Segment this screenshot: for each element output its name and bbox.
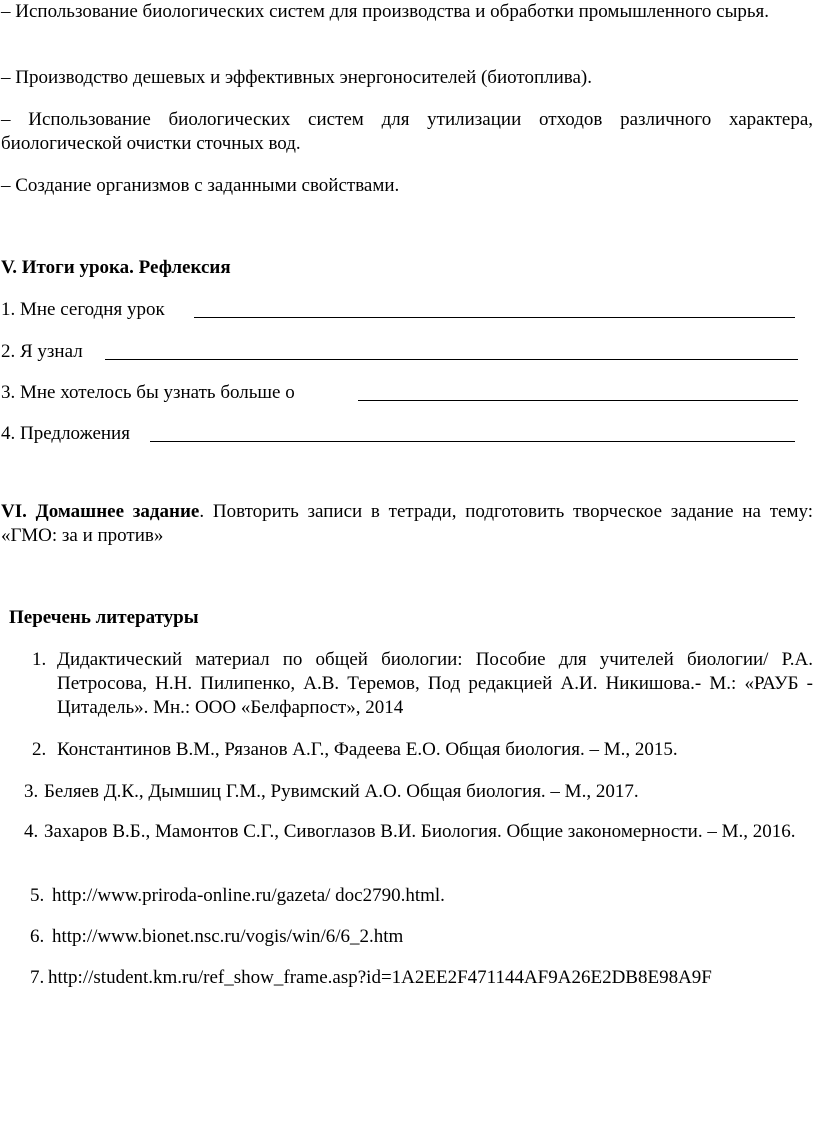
fill-in-blank[interactable] bbox=[194, 317, 795, 318]
fill-in-blank[interactable] bbox=[150, 441, 795, 442]
reflection-line bbox=[1, 298, 801, 322]
fill-in-blank[interactable] bbox=[105, 359, 798, 360]
homework-text: . Повторить записи в тетради, подготовить творческое задание на тему: «ГМО: за и против» bbox=[1, 501, 813, 546]
homework-label: VI. Домашнее задание bbox=[1, 501, 200, 522]
literature-item-link[interactable]: http://student.km.ru/ref_show_frame.asp?id=1A2EE2F471144AF9A26E2DB8E98A9F bbox=[48, 967, 712, 988]
reflection-line-label: 3. Мне хотелось бы узнать больше о bbox=[1, 382, 295, 403]
literature-item-number: 5. bbox=[30, 885, 45, 906]
fill-in-blank[interactable] bbox=[358, 400, 798, 401]
literature-item-number: 2. bbox=[32, 739, 47, 760]
literature-item bbox=[24, 820, 814, 868]
literature-item-number: 1. bbox=[32, 649, 47, 670]
literature-title: Перечень литературы bbox=[9, 607, 199, 628]
literature-item-number: 7. bbox=[30, 967, 45, 988]
literature-item-link[interactable]: http://www.priroda-online.ru/gazeta/ doc2790.html. bbox=[52, 885, 445, 906]
literature-item-text: Захаров В.Б., Мамонтов С.Г., Сивоглазов В.И. Биология. Общие закономерности. – М., 2016. bbox=[44, 821, 796, 842]
literature-item bbox=[32, 648, 816, 720]
reflection-line bbox=[1, 340, 801, 364]
bullet-paragraph: – Создание организмов с заданными свойствами. bbox=[1, 175, 400, 196]
bullet-paragraph: – Использование биологических систем для производства и обработки промышленного сырья. bbox=[1, 1, 770, 22]
literature-item-number: 4. bbox=[24, 821, 39, 842]
literature-item-text: Беляев Д.К., Дымшиц Г.М., Рувимский А.О. Общая биология. – М., 2017. bbox=[44, 781, 639, 802]
literature-item-text: Константинов В.М., Рязанов А.Г., Фадеева Е.О. Общая биология. – М., 2015. bbox=[57, 739, 678, 760]
section-title-reflection: V. Итоги урока. Рефлексия bbox=[1, 257, 231, 278]
reflection-line-label: 4. Предложения bbox=[1, 423, 130, 444]
literature-item-link[interactable]: http://www.bionet.nsc.ru/vogis/win/6/6_2.htm bbox=[52, 926, 404, 947]
literature-item-number: 3. bbox=[24, 781, 39, 802]
reflection-line-label: 1. Мне сегодня урок bbox=[1, 299, 165, 320]
literature-item-number: 6. bbox=[30, 926, 45, 947]
reflection-line-label: 2. Я узнал bbox=[1, 341, 83, 362]
bullet-paragraph: – Использование биологических систем для утилизации отходов различного характера, биологической очистки сточных вод. bbox=[1, 109, 813, 154]
reflection-line bbox=[1, 422, 801, 446]
homework-paragraph bbox=[1, 500, 813, 548]
bullet-paragraph: – Производство дешевых и эффективных энергоносителей (биотоплива). bbox=[1, 67, 592, 88]
literature-item-text: Дидактический материал по общей биологии: Пособие для учителей биологии/ Р.А. Петросова, Н.Н. Пилипенко, А.В. Теремов, Под редакцией А.И. Никишова.- М.: «РАУБ - Цитадель». Мн.: ООО «Белфарпост», 2014 bbox=[57, 649, 813, 718]
reflection-line bbox=[1, 381, 801, 405]
